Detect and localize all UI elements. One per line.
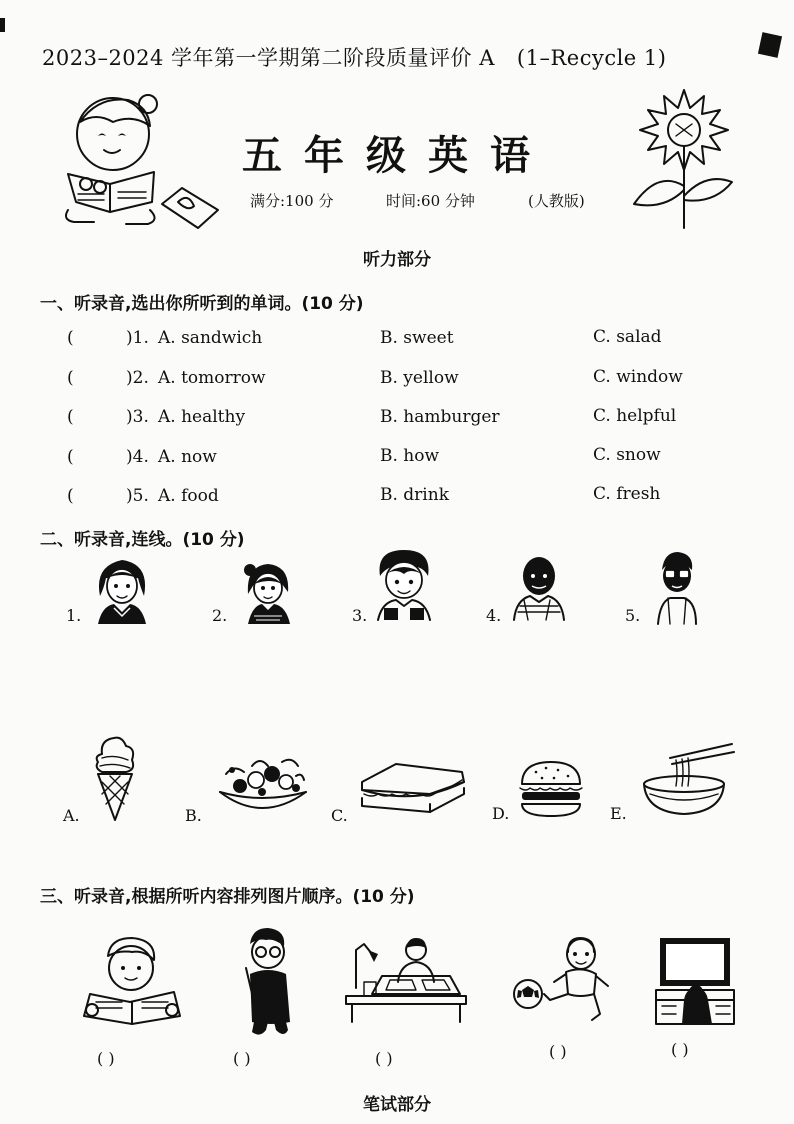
listening-section-title: 听力部分 xyxy=(363,250,431,270)
boy-portrait-3 xyxy=(374,546,434,620)
boy-portrait-4 xyxy=(510,550,568,620)
option-b: B. sweet xyxy=(380,328,454,348)
option-c: C. snow xyxy=(593,445,661,465)
boy-playing-football-picture xyxy=(510,934,614,1022)
unit-range: (1–Recycle 1) xyxy=(516,46,667,70)
person-label-1: 1. xyxy=(66,606,82,625)
exam-title xyxy=(42,42,666,72)
option-c: C. salad xyxy=(593,327,662,347)
food-label-d: D. xyxy=(492,804,510,823)
answer-paren: ( xyxy=(67,328,74,348)
option-a: A. healthy xyxy=(158,407,246,427)
ice-cream-icon xyxy=(92,736,138,822)
food-label-a: A. xyxy=(63,806,80,825)
order-blank-3[interactable]: ( ) xyxy=(375,1049,393,1068)
scan-mark xyxy=(0,18,5,32)
full-score: 满分:100 分 xyxy=(250,192,334,210)
answer-paren: ( xyxy=(67,447,74,467)
food-label-c: C. xyxy=(331,806,348,825)
edition: (人教版) xyxy=(528,192,585,210)
food-label-e: E. xyxy=(610,804,627,823)
subject-title: 五年级英语 xyxy=(242,133,552,179)
exam-title-text: 2023–2024 学年第一学期第二阶段质量评价 A xyxy=(42,46,495,70)
salad-bowl-icon xyxy=(212,752,312,822)
order-blank-4[interactable]: ( ) xyxy=(549,1042,567,1061)
option-a: A. sandwich xyxy=(158,328,263,348)
question-number: )2. xyxy=(126,368,149,388)
option-b: B. yellow xyxy=(380,368,459,388)
boy-with-glasses-portrait-5 xyxy=(654,550,700,624)
person-label-4: 4. xyxy=(486,606,502,625)
boy-at-desk-picture xyxy=(342,936,470,1022)
written-section-title: 笔试部分 xyxy=(363,1095,431,1115)
person-label-5: 5. xyxy=(625,606,641,625)
question-number: )1. xyxy=(126,328,149,348)
part1-heading: 一、听录音,选出你所听到的单词。(10 分) xyxy=(40,294,364,314)
option-b: B. hamburger xyxy=(380,407,500,427)
option-b: B. drink xyxy=(380,485,449,505)
person-label-3: 3. xyxy=(352,606,368,625)
girl-portrait-2 xyxy=(240,558,296,624)
boy-with-glasses-standing-picture xyxy=(240,926,298,1038)
option-a: A. now xyxy=(158,447,217,467)
option-c: C. helpful xyxy=(593,406,677,426)
order-blank-1[interactable]: ( ) xyxy=(97,1049,115,1068)
food-label-b: B. xyxy=(185,806,202,825)
part2-heading: 二、听录音,连线。(10 分) xyxy=(40,530,245,550)
option-a: A. food xyxy=(158,486,219,506)
order-blank-5[interactable]: ( ) xyxy=(671,1040,689,1059)
corner-mark xyxy=(758,32,782,58)
boy-reading-picture xyxy=(80,936,184,1026)
order-blank-2[interactable]: ( ) xyxy=(233,1049,251,1068)
noodle-bowl-icon xyxy=(636,740,736,818)
question-number: )4. xyxy=(126,447,149,467)
answer-paren: ( xyxy=(67,368,74,388)
answer-paren: ( xyxy=(67,407,74,427)
child-watching-tv-picture xyxy=(654,934,736,1026)
option-c: C. window xyxy=(593,367,683,387)
person-label-2: 2. xyxy=(212,606,228,625)
option-b: B. how xyxy=(380,446,440,466)
girl-portrait-1 xyxy=(94,556,150,624)
question-number: )5. xyxy=(126,486,149,506)
part3-heading: 三、听录音,根据所听内容排列图片顺序。(10 分) xyxy=(40,887,415,907)
sandwich-icon xyxy=(358,760,468,820)
option-a: A. tomorrow xyxy=(158,368,266,388)
option-c: C. fresh xyxy=(593,484,661,504)
hamburger-icon xyxy=(518,760,584,820)
sunflower-illustration xyxy=(628,86,740,232)
time-limit: 时间:60 分钟 xyxy=(386,192,475,210)
answer-paren: ( xyxy=(67,486,74,506)
question-number: )3. xyxy=(126,407,149,427)
